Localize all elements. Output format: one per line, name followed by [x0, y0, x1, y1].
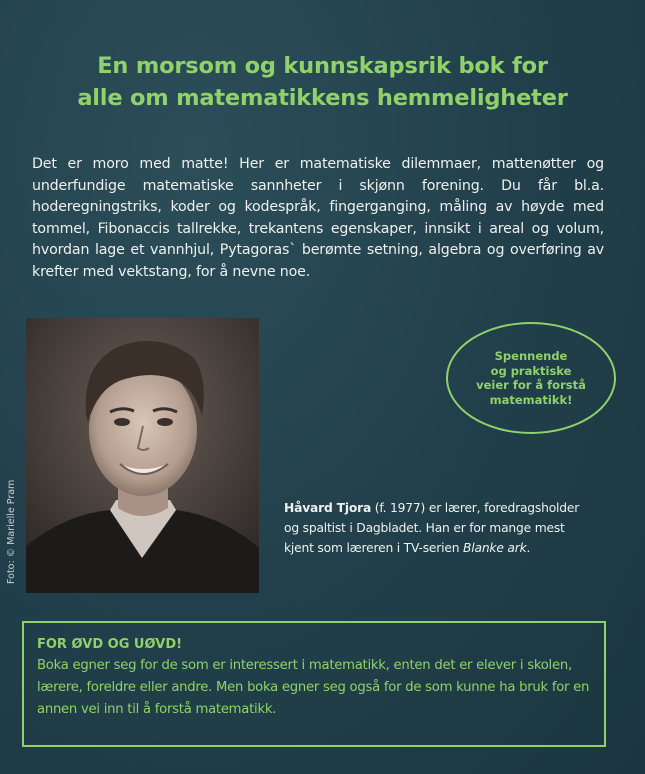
tv-series-title: Blanke ark	[463, 541, 527, 555]
audience-box	[22, 621, 606, 747]
author-photo	[26, 318, 259, 593]
badge-line-1: Spennende	[494, 349, 568, 363]
promo-badge-text	[471, 349, 591, 407]
intro-paragraph: Det er moro med matte! Her er matematiske dilemmaer, mattenøtter og underfundige matematiske sannheter i skjønn forening. Du får bl.a. hoderegningstriks, koder og kodespråk, fingerganging, måling av høyde med tommel, Fibonaccis tallrekke, trekantens egenskaper, innsikt i areal og volum, hvordan lage et vannhjul, Pytagoras` berømte setning, algebra og overføring av krefter med vektstang, for å nevne noe.	[32, 156, 604, 280]
badge-line-3: veier for å forstå	[476, 378, 586, 392]
bio-text: (f. 1977) er lærer, foredragsholder og spaltist i Dagbladet. Han er for mange mest kjent som læreren i TV-serien	[284, 501, 580, 555]
audience-body: Boka egner seg for de som er interessert i matematikk, enten det er elever i skolen, lærere, foreldre eller andre. Men boka egner seg også for de som kunne ha bruk for en annen vei inn til å forstå matematikk.	[37, 658, 590, 717]
photo-credit: Foto: © Marielle Pram	[6, 479, 17, 584]
badge-line-4: matematikk!	[489, 392, 573, 407]
author-name: Håvard Tjora	[284, 501, 372, 515]
author-bio	[284, 498, 584, 558]
headline-line-1: En morsom og kunnskapsrik bok for	[97, 53, 548, 79]
cover-headline	[40, 50, 605, 114]
badge-line-2: og praktiske	[490, 363, 572, 378]
audience-heading: FOR ØVD OG UØVD!	[37, 637, 183, 652]
headline-line-2: alle om matematikkens hemmeligheter	[77, 85, 568, 111]
bio-text-end: .	[526, 541, 531, 555]
promo-badge	[446, 322, 616, 434]
